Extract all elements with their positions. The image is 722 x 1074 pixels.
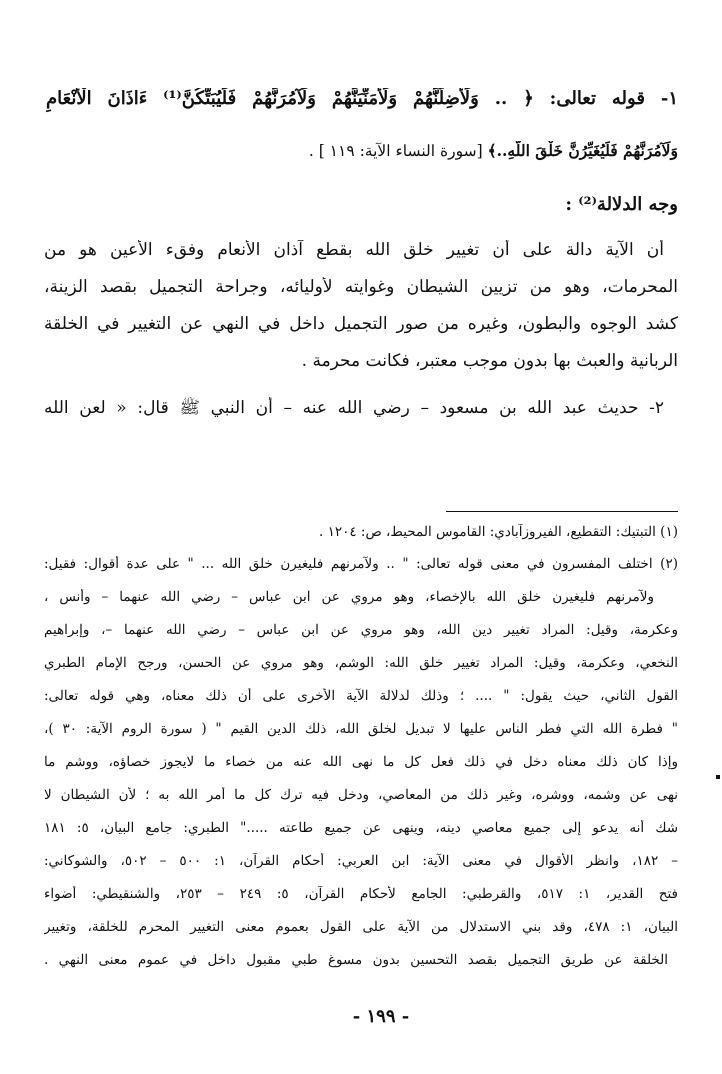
footnote-2-line-9: شك أنه يدعو إلى جميع معاصي دينه، وينهى عن جميع طاعته ....." الطبري: جامع البيان، ٥: ١٨١ — [44, 820, 678, 836]
body-line-1: أن الآية دالة على أن تغيير خلق الله بقطع آذان الأنعام وفقء الأعين هو من — [44, 240, 664, 260]
footnote-2-line-7: وإذا كان ذلك معناه دخل في ذلك فعل كل ما نهى الله عنه من خصاء ما لايجوز خصاؤه، ووشم ما — [44, 754, 678, 770]
footnote-2-line-8: نهى عن وشمه، ووشره، وغير ذلك من المعاصي، ودخل فيه ترك كل ما أمر الله به ؛ لأن الشيطان لا — [44, 787, 678, 803]
footnote-2-line-6: " فطرة الله التي فطر الناس عليها لا تبديل لخلق الله، ذلك الدين القيم " ( سورة الروم الآية: ٣٠ )، — [44, 721, 678, 737]
footnote-2-line-2: ولآمرنهم فليغيرن خلق الله بالإخصاء، وهو مروي عن ابن عباس – رضي الله عنهما – وأنس ، — [44, 589, 654, 605]
verse-reference: [سورة النساء الآية: ١١٩ ] . — [308, 142, 483, 160]
footnote-2-line-3: وعكرمة، وقيل: المراد تغيير دين الله، وهو مروي عن ابن عباس – رضي الله عنهما –، وإبراهيم — [44, 622, 678, 638]
footnote-2-line-13: الخلقة عن طريق التجميل بقصد التحسين بدون مسوغ طبي مقبول داخل في عموم معنى النهي . — [44, 952, 668, 968]
footnote-2-line-10: – ١٨٢، وانظر الأقوال في معنى الآية: ابن العربي: أحكام القرآن، ١: ٥٠٠ – ٥٠٢، والشوكاني: — [44, 853, 678, 869]
verse-line-1: ١- قوله تعالى: ﴿ .. وَلَأُضِلَّنَّهُمْ وَلَأُمَنِّيَنَّهُمْ وَلَآمُرَنَّهُمْ فَلَيُبَتِّكُنَّ⁽¹⁾ ءَاذَانَ الْأَنْعَامِ — [46, 88, 678, 109]
footnote-1: (١) التبتيك: التقطيع، الفيروزآبادي: القاموس المحيط، ص: ١٢٠٤ . — [319, 524, 678, 540]
footnote-2-line-1: (٢) اختلف المفسرون في معنى قوله تعالى: " .. ولآمرنهم فليغيرن خلق الله ... " على عدة أقوال: فقيل: — [44, 556, 678, 572]
footnote-2-line-5: القول الثاني، حيث يقول: " .... ؛ وذلك لدلالة الآية الأخرى على أن ذلك معناه، وهي قوله تعالى: — [44, 688, 678, 704]
scan-mark — [716, 775, 720, 779]
section-heading: وجه الدلالة⁽²⁾ : — [565, 194, 678, 215]
body-line-3: كشد الوجوه والبطون، وغيره من صور التجميل داخل في النهي عن التغيير في الخلقة — [44, 314, 678, 334]
verse-line-2 — [300, 141, 678, 171]
hadith-line: ٢- حديث عبد الله بن مسعود – رضي الله عنه – أن النبي ﷺ قال: « لعن الله — [44, 398, 664, 418]
footnote-2-line-11: فتح القدير، ١: ٥١٧، والقرطبي: الجامع لأحكام القرآن، ٥: ٢٤٩ – ٢٥٣، والشنقيطي: أضواء — [44, 886, 678, 902]
verse-quran-text: وَلَآمُرَنَّهُمْ فَلَيُغَيِّرُنَّ خَلْقَ اللَّهِ..﴾ — [487, 141, 678, 160]
page-number: - ١٩٩ - — [352, 1006, 410, 1027]
footnote-separator — [446, 511, 678, 512]
footnote-2-line-12: البيان، ١: ٤٧٨، وقد بني الاستدلال من الآية على القول بعموم معنى التغيير المحرم للخلقة، وتغيير — [44, 919, 678, 935]
body-line-4: الربانية والعبث بها بدون موجب معتبر، فكانت محرمة . — [301, 351, 678, 371]
footnote-2-line-4: النخعي، وعكرمة، وقيل: المراد تغيير خلق الله: الوشم، وهو مروي عن الحسن، ورجح الإمام الطبري — [44, 655, 678, 671]
body-line-2: المحرمات، وهو من تزيين الشيطان وغوايته لأوليائه، وجراحة التجميل بقصد الزينة، — [44, 277, 678, 297]
